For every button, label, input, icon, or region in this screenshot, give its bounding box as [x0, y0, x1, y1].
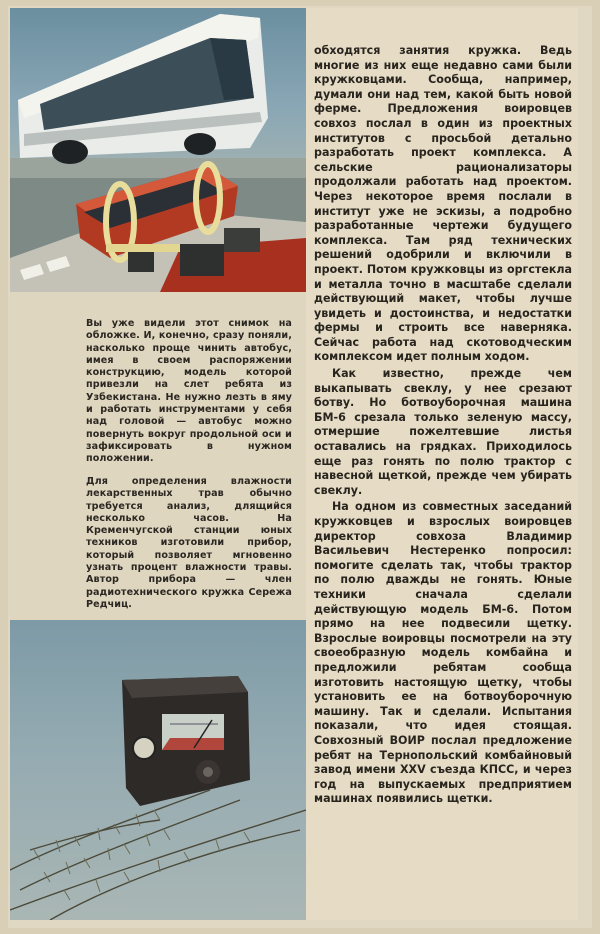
moisture-meter-photo	[10, 620, 306, 920]
meter-photo-caption: Для определения влажности лекарственных трав обычно требуется анализ, длящийся несколько часов. На Кременчугской станции юных техников изготовили прибор, который позволяет мгновенно узнать процент влажности травы. Автор прибора — член радиотехнического кружка Сережа Редчиц.	[86, 476, 292, 610]
article-paragraph-2: Как известно, прежде чем выкапывать свеклу, у нее срезают ботву. Но ботвоуборочная машина БМ-6 срезала только зеленую массу, отмершие пожелтевшие листья оставались на грядках. Приходилось еще раз гонять по полю трактор с навесной щеткой, прежде чем убирать свеклу.	[314, 367, 572, 497]
bus-model-illustration	[10, 8, 306, 292]
article-text	[314, 44, 572, 807]
article-paragraph-3: На одном из совместных заседаний кружковцев и взрослых воировцев директор совхоза Владимир Васильевич Нестеренко попросил: помогите сделать так, чтобы трактор по полю дважды не гонять. Юные техники сначала сделали действующую модель БМ-6. Потом прямо на нее подвесили щетку. Взрослые воировцы посмотрели на эту своеобразную модель комбайна и предложили ребятам сообща изготовить настоящую щетку, чтобы установить ее на ботвоуборочную машину. Так и сделали. Испытания показали, что идея стоящая. Совхозный ВОИР послал предложение ребят на Тернопольский комбайновый завод имени XXV съезда КПСС, и через год на выпускаемых предприятием машинах появились щетки.	[314, 500, 572, 806]
bus-photo-caption: Вы уже видели этот снимок на обложке. И, конечно, сразу поняли, насколько проще чинить автобус, имея в своем распоряжении конструкцию, модель которой привезли на слет ребята из Узбекистана. Не нужно лезть в яму и работать инструментами у себя над головой — автобус можно повернуть вокруг продольной оси и зафиксировать в нужном положении.	[86, 318, 292, 465]
bus-model-photo	[10, 8, 306, 292]
moisture-meter-illustration	[10, 620, 306, 920]
article-paragraph-1: обходятся занятия кружка. Ведь многие из них еще недавно сами были кружковцами. Сообща, например, думали они над тем, какой быть новой ферме. Предложения воировцев совхоз послал в один из проектных институтов с просьбой детально разработать проект комплекса. А сельские рационализаторы продолжали работать над проектом. Через некоторое время послали в институт уже не эскизы, а подробно разработанные чертежи будущего комплекса. Там ряд технических решений одобрили и включили в проект. Потом кружковцы из оргстекла и металла точно в масштабе сделали действующий макет, чтобы лучше увидеть и достоинства, и недостатки фермы и строить все наверняка. Сейчас работа над скотоводческим комплексом идет полным ходом.	[314, 44, 572, 364]
